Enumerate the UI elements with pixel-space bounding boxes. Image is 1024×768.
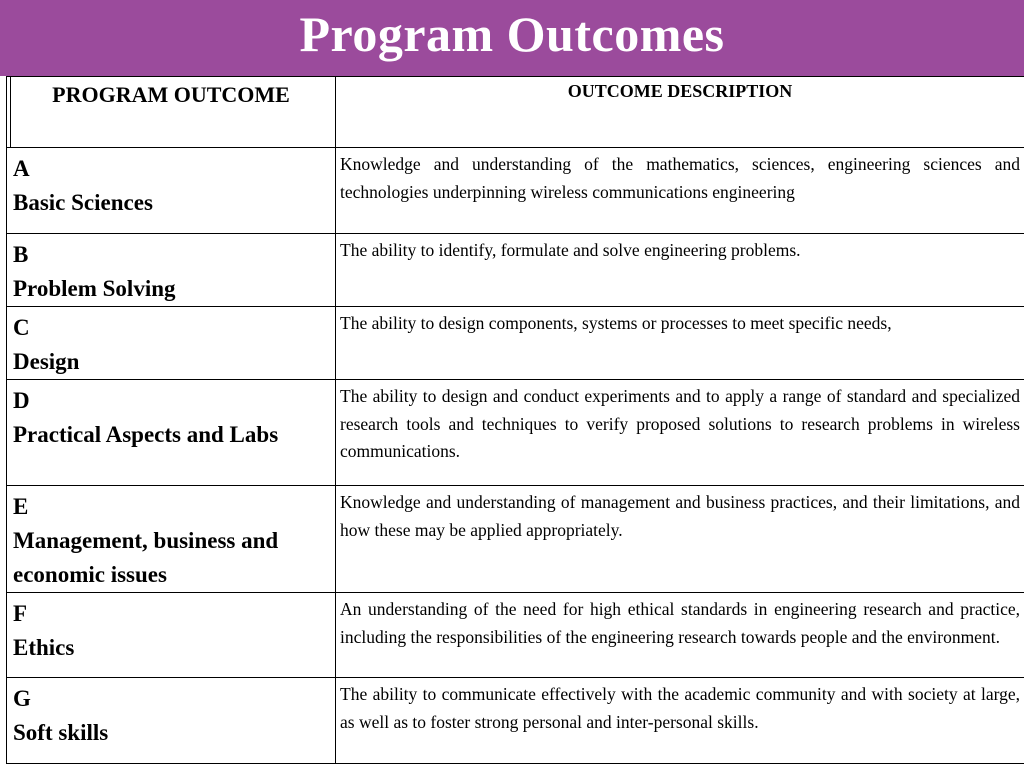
outcome-cell — [7, 234, 336, 307]
outcome-letter: E — [13, 494, 29, 519]
outcome-cell — [7, 593, 336, 678]
outcome-cell — [7, 380, 336, 486]
table-header-row — [7, 77, 1024, 148]
table-row — [7, 486, 1024, 593]
outcome-letter: G — [13, 686, 31, 711]
outcome-description: The ability to design components, systems or processes to meet specific needs, — [336, 307, 1024, 380]
outcome-name: Design — [13, 349, 80, 374]
outcome-letter: B — [13, 242, 29, 267]
table-row — [7, 380, 1024, 486]
page-title: Program Outcomes — [299, 6, 725, 62]
outcome-letter: C — [13, 315, 30, 340]
table-row — [7, 234, 1024, 307]
outcome-description: Knowledge and understanding of the mathematics, sciences, engineering sciences and technologies underpinning wireless communications engineering — [336, 148, 1024, 234]
outcome-name: Practical Aspects and Labs — [13, 422, 279, 447]
header-outcome-description: OUTCOME DESCRIPTION — [336, 77, 1024, 148]
outcome-name: Problem Solving — [13, 276, 176, 301]
outcome-name: Basic Sciences — [13, 190, 153, 215]
outcome-cell — [7, 486, 336, 593]
table-row — [7, 593, 1024, 678]
outcomes-table — [6, 76, 1024, 764]
outcome-name: Management, business and economic issues — [13, 528, 279, 587]
outcome-letter: A — [13, 156, 30, 181]
outcome-cell — [7, 678, 336, 764]
outcome-cell — [7, 307, 336, 380]
header-program-outcome: PROGRAM OUTCOME — [7, 77, 336, 148]
outcome-letter: F — [13, 601, 28, 626]
table-row — [7, 148, 1024, 234]
outcome-letter: D — [13, 388, 30, 413]
table-row — [7, 307, 1024, 380]
outcome-description: An understanding of the need for high ethical standards in engineering research and practice, including the responsibilities of the engineering research towards people and the environment. — [336, 593, 1024, 678]
outcome-description: The ability to design and conduct experiments and to apply a range of standard and specialized research tools and techniques to verify proposed solutions to research problems in wireless communications. — [336, 380, 1024, 486]
outcome-description: Knowledge and understanding of management and business practices, and their limitations, and how these may be applied appropriately. — [336, 486, 1024, 593]
table-row — [7, 678, 1024, 764]
outcome-name: Soft skills — [13, 720, 109, 745]
outcome-name: Ethics — [13, 635, 75, 660]
outcome-cell — [7, 148, 336, 234]
outcome-description: The ability to communicate effectively with the academic community and with society at large, as well as to foster strong personal and inter-personal skills. — [336, 678, 1024, 764]
title-bar — [0, 0, 1024, 76]
outcome-description: The ability to identify, formulate and solve engineering problems. — [336, 234, 1024, 307]
